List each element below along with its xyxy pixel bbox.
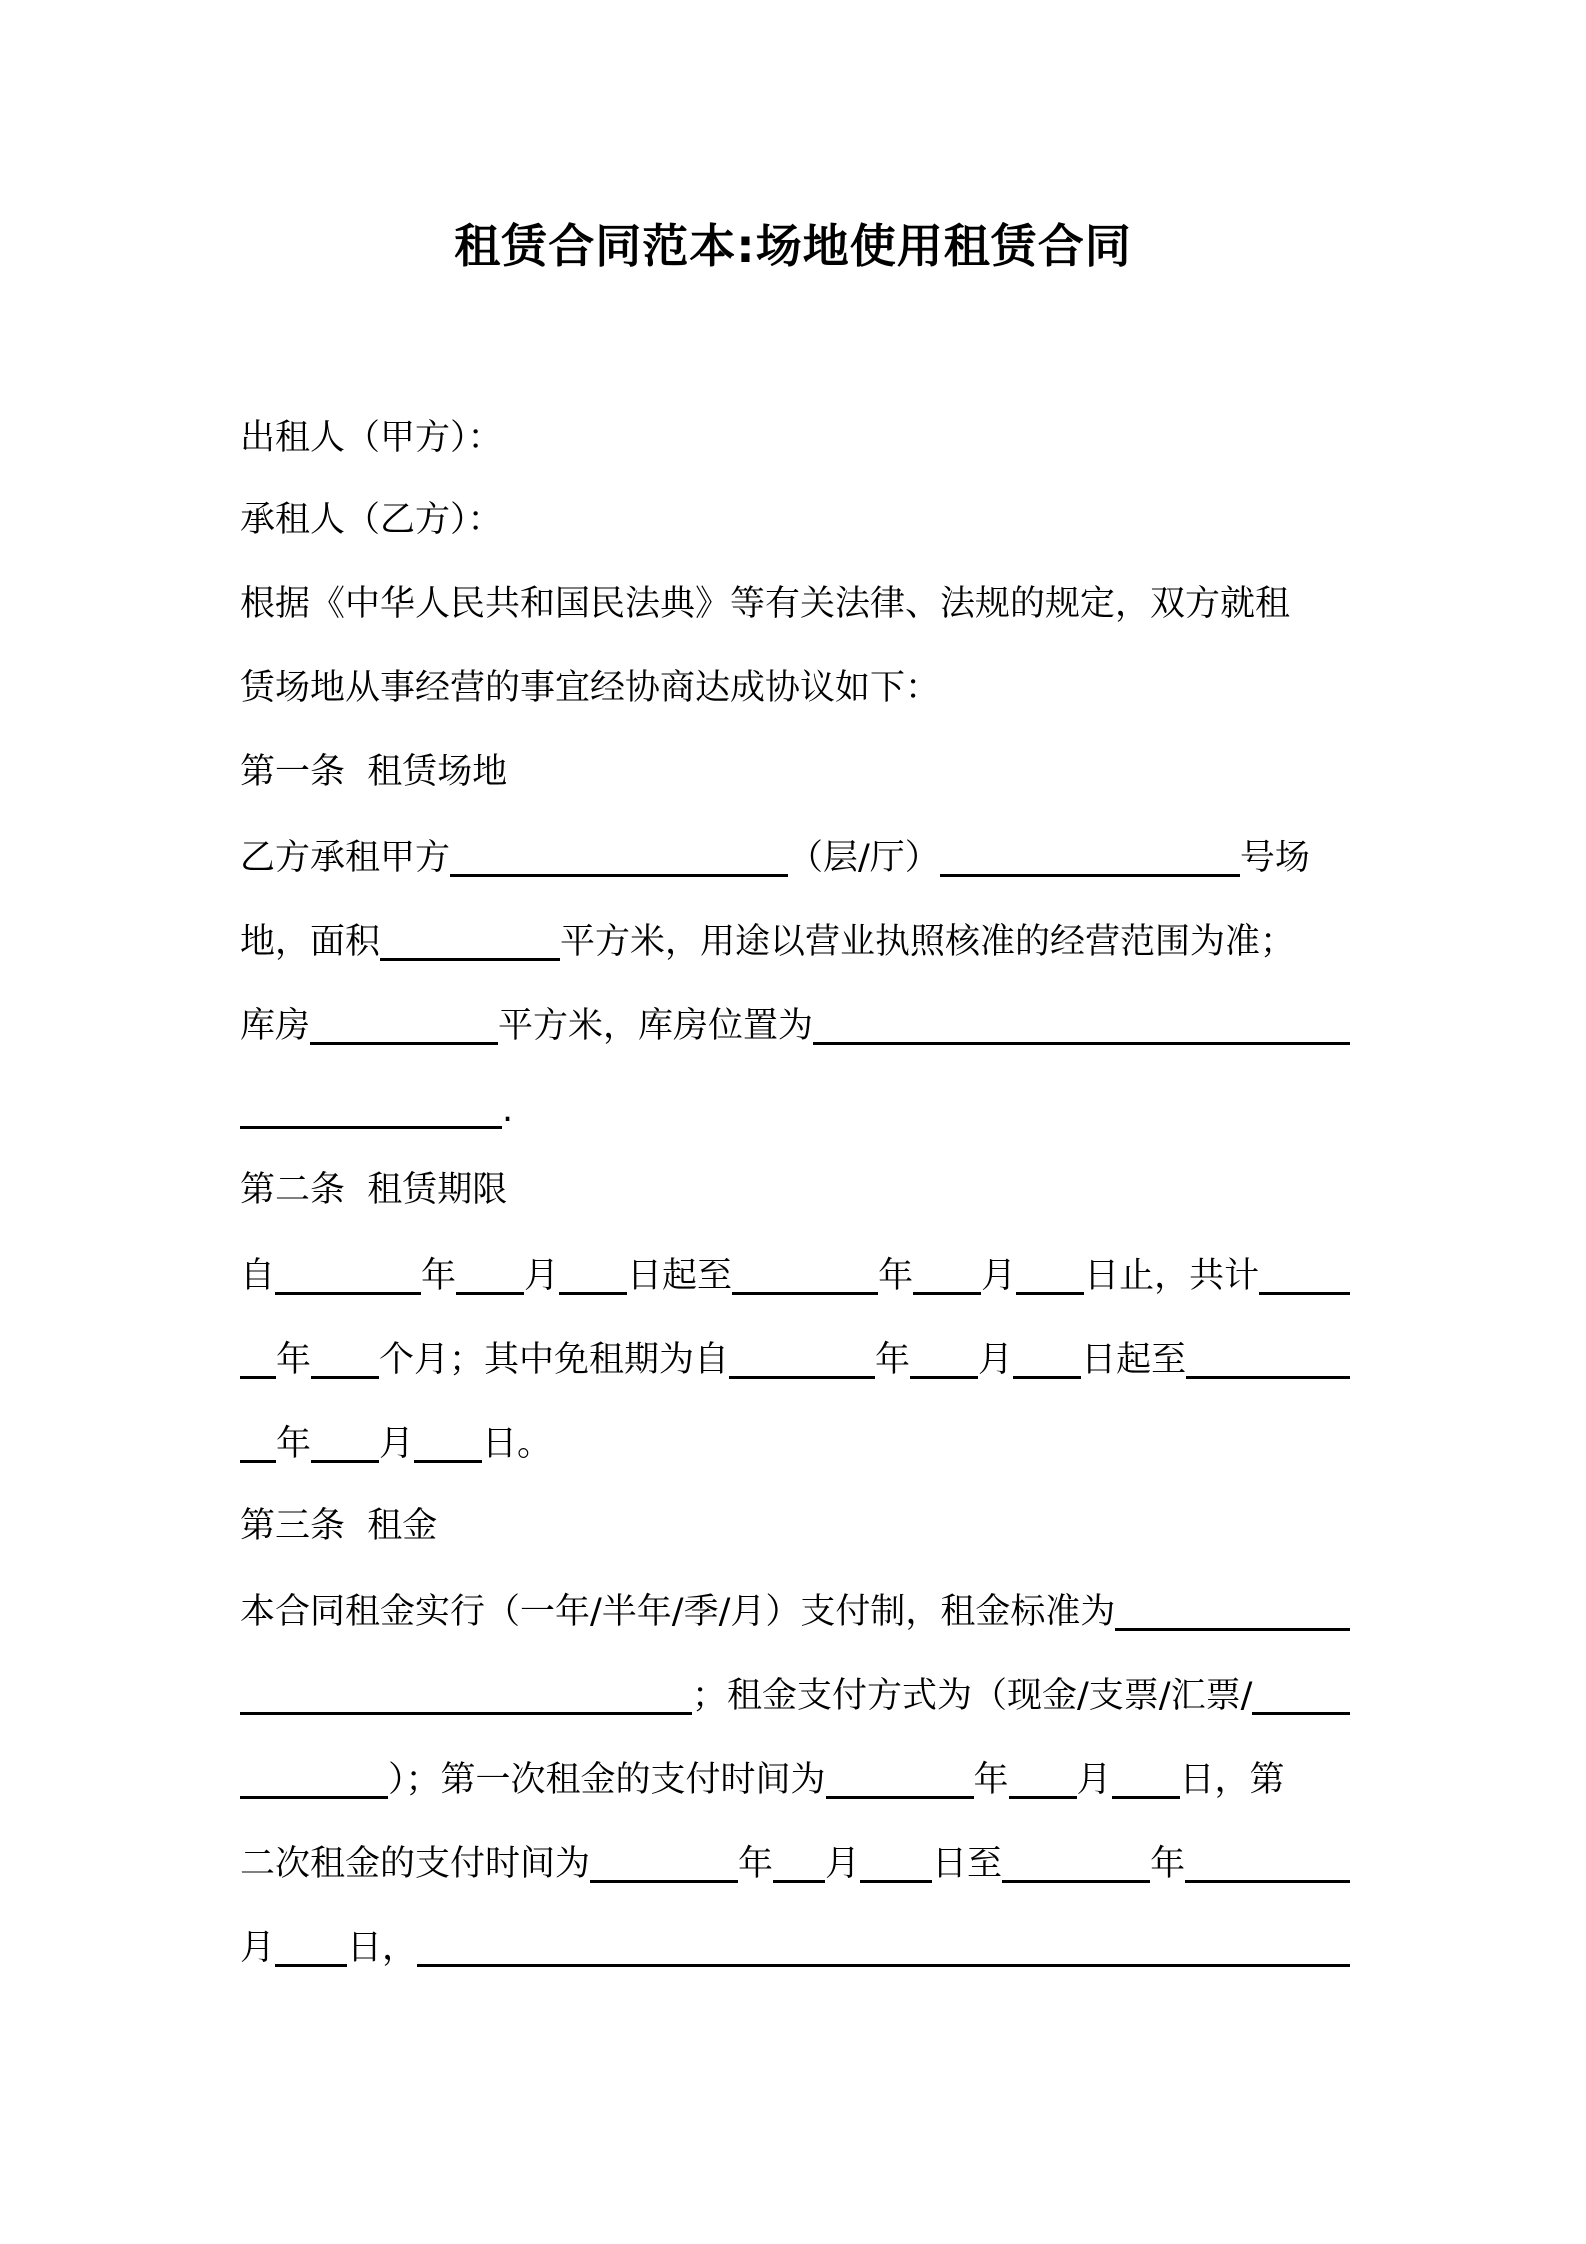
document-line bbox=[240, 1916, 1350, 1976]
fill-in-blank[interactable] bbox=[940, 834, 1240, 877]
document-line bbox=[240, 910, 1350, 970]
line-text: 出租人（甲方）： bbox=[240, 418, 503, 458]
document-line bbox=[240, 826, 1350, 886]
document-line bbox=[240, 490, 1350, 550]
fill-in-blank[interactable] bbox=[559, 1252, 627, 1295]
line-text: 日，第 bbox=[1179, 1760, 1285, 1800]
fill-in-blank[interactable] bbox=[414, 1420, 482, 1463]
line-text: 年 bbox=[878, 1256, 914, 1296]
line-text: 年 bbox=[276, 1340, 312, 1380]
line-text: 根据《中华人民共和国民法典》等有关法律、法规的规定，双方就租 bbox=[240, 584, 1291, 624]
document-line bbox=[240, 1412, 1350, 1472]
line-text: 自 bbox=[240, 1256, 276, 1296]
fill-in-blank[interactable] bbox=[1009, 1756, 1077, 1799]
line-text: 月 bbox=[981, 1256, 1017, 1296]
fill-in-blank[interactable] bbox=[773, 1840, 825, 1883]
line-text: 日起至 bbox=[1081, 1340, 1187, 1380]
line-text: 年 bbox=[1150, 1844, 1186, 1884]
line-text: 承租人（乙方）： bbox=[240, 500, 503, 540]
line-text: . bbox=[502, 1090, 514, 1130]
fill-in-blank[interactable] bbox=[240, 1420, 276, 1463]
fill-in-blank[interactable] bbox=[310, 1002, 498, 1045]
document-line bbox=[240, 1160, 1350, 1220]
fill-in-blank[interactable] bbox=[1252, 1672, 1350, 1715]
fill-in-blank[interactable] bbox=[1259, 1252, 1350, 1295]
line-text: 赁场地从事经营的事宜经协商达成协议如下： bbox=[240, 668, 941, 708]
fill-in-blank[interactable] bbox=[240, 1672, 692, 1715]
line-text: 日。 bbox=[482, 1424, 553, 1464]
line-text: 平方米，库房位置为 bbox=[498, 1006, 814, 1046]
line-text: 二次租金的支付时间为 bbox=[240, 1844, 591, 1884]
line-text: 号场 bbox=[1239, 838, 1310, 878]
line-text: （层/厅） bbox=[788, 838, 940, 878]
line-text: 月 bbox=[240, 1928, 276, 1968]
fill-in-blank[interactable] bbox=[240, 1086, 502, 1129]
fill-in-blank[interactable] bbox=[1013, 1336, 1081, 1379]
document-line bbox=[240, 1078, 1350, 1138]
page-title: 租赁合同范本:场地使用租赁合同 bbox=[454, 219, 1132, 273]
line-text: 本合同租金实行（一年/半年/季/月）支付制，租金标准为 bbox=[240, 1592, 1116, 1632]
line-text: 第一条 租赁场地 bbox=[240, 752, 508, 792]
fill-in-blank[interactable] bbox=[826, 1756, 974, 1799]
line-text: 地，面积 bbox=[240, 922, 381, 962]
line-text: 月 bbox=[524, 1256, 560, 1296]
line-text: 月 bbox=[379, 1424, 415, 1464]
line-text: 月 bbox=[1076, 1760, 1112, 1800]
line-text: 第三条 租金 bbox=[240, 1506, 438, 1546]
line-text: ；租金支付方式为（现金/支票/汇票/ bbox=[692, 1676, 1253, 1716]
line-text: 库房 bbox=[240, 1006, 311, 1046]
line-text: 第二条 租赁期限 bbox=[240, 1170, 508, 1210]
fill-in-blank[interactable] bbox=[380, 918, 560, 961]
line-text: 年 bbox=[738, 1844, 774, 1884]
fill-in-blank[interactable] bbox=[1112, 1756, 1180, 1799]
fill-in-blank[interactable] bbox=[417, 1924, 1350, 1967]
fill-in-blank[interactable] bbox=[1002, 1840, 1150, 1883]
fill-in-blank[interactable] bbox=[1016, 1252, 1084, 1295]
line-text: 日， bbox=[347, 1928, 418, 1968]
line-text: 日起至 bbox=[627, 1256, 733, 1296]
fill-in-blank[interactable] bbox=[450, 834, 788, 877]
document-line bbox=[240, 1748, 1350, 1808]
line-text: 日止，共计 bbox=[1084, 1256, 1260, 1296]
fill-in-blank[interactable] bbox=[311, 1420, 379, 1463]
document-line bbox=[240, 1664, 1350, 1724]
line-text: 乙方承租甲方 bbox=[240, 838, 451, 878]
fill-in-blank[interactable] bbox=[913, 1252, 981, 1295]
fill-in-blank[interactable] bbox=[240, 1336, 276, 1379]
fill-in-blank[interactable] bbox=[240, 1756, 388, 1799]
document-line bbox=[240, 1580, 1350, 1640]
fill-in-blank[interactable] bbox=[732, 1252, 878, 1295]
line-text: ）；第一次租金的支付时间为 bbox=[388, 1760, 826, 1800]
document-line bbox=[240, 1832, 1350, 1892]
line-text: 年 bbox=[421, 1256, 457, 1296]
fill-in-blank[interactable] bbox=[910, 1336, 978, 1379]
document-line bbox=[240, 1496, 1350, 1556]
line-text: 月 bbox=[978, 1340, 1014, 1380]
line-text: 年 bbox=[973, 1760, 1009, 1800]
document-line bbox=[240, 658, 1350, 718]
fill-in-blank[interactable] bbox=[860, 1840, 932, 1883]
line-text: 月 bbox=[825, 1844, 861, 1884]
document-line bbox=[240, 1328, 1350, 1388]
line-text: 平方米，用途以营业执照核准的经营范围为准； bbox=[560, 922, 1296, 962]
fill-in-blank[interactable] bbox=[1186, 1336, 1350, 1379]
document-line bbox=[240, 574, 1350, 634]
fill-in-blank[interactable] bbox=[1115, 1588, 1350, 1631]
line-text: 年 bbox=[875, 1340, 911, 1380]
fill-in-blank[interactable] bbox=[311, 1336, 379, 1379]
fill-in-blank[interactable] bbox=[729, 1336, 875, 1379]
fill-in-blank[interactable] bbox=[275, 1924, 347, 1967]
fill-in-blank[interactable] bbox=[456, 1252, 524, 1295]
line-text: 个月；其中免租期为自 bbox=[379, 1340, 730, 1380]
fill-in-blank[interactable] bbox=[275, 1252, 421, 1295]
line-text: 日至 bbox=[932, 1844, 1003, 1884]
document-line bbox=[240, 994, 1350, 1054]
fill-in-blank[interactable] bbox=[590, 1840, 738, 1883]
document-line bbox=[240, 742, 1350, 802]
line-text: 年 bbox=[276, 1424, 312, 1464]
fill-in-blank[interactable] bbox=[813, 1002, 1350, 1045]
document-line bbox=[240, 408, 1350, 468]
document-line bbox=[240, 1244, 1350, 1304]
fill-in-blank[interactable] bbox=[1185, 1840, 1350, 1883]
